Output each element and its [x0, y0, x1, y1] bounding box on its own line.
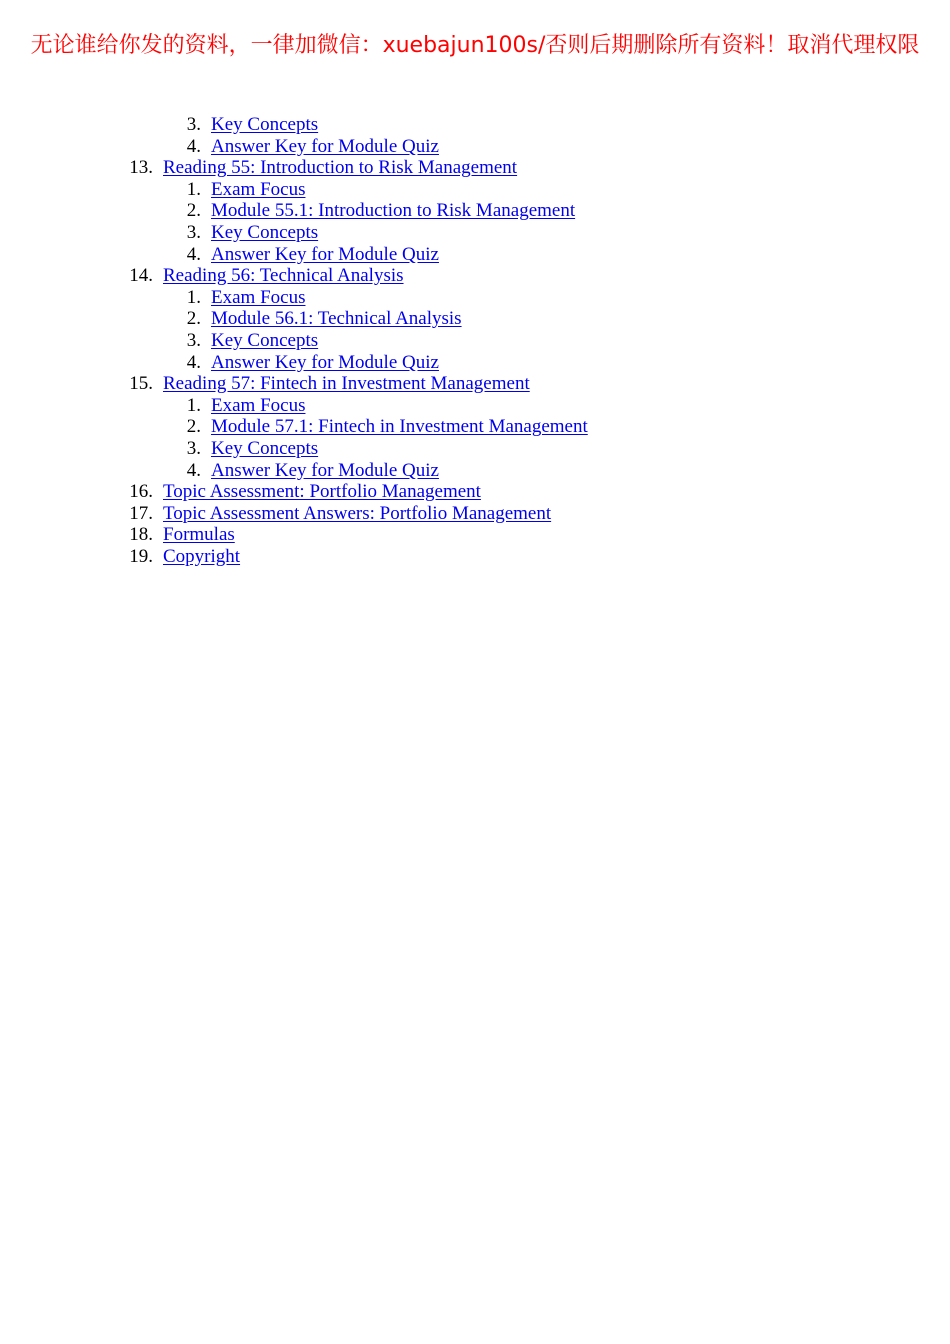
- toc-link-answer-key[interactable]: Answer Key for Module Quiz: [211, 351, 439, 373]
- toc-item: [0, 352, 950, 374]
- toc-item: [0, 265, 950, 287]
- toc-item-number: 14.: [129, 265, 153, 287]
- toc-item: [0, 373, 950, 395]
- toc-item: [0, 416, 950, 438]
- toc-item-number: 17.: [129, 502, 153, 524]
- toc-item-number: 3.: [186, 221, 201, 243]
- toc-item: [0, 308, 950, 330]
- toc-link-reading-55[interactable]: Reading 55: Introduction to Risk Management: [163, 157, 518, 179]
- toc-link-exam-focus[interactable]: Exam Focus: [211, 394, 306, 416]
- toc-link-key-concepts[interactable]: Key Concepts: [211, 329, 319, 351]
- toc-item: [0, 244, 950, 266]
- toc-link-reading-56[interactable]: Reading 56: Technical Analysis: [163, 265, 404, 287]
- toc-item: [0, 157, 950, 179]
- toc-link-answer-key[interactable]: Answer Key for Module Quiz: [211, 243, 439, 265]
- toc-item-number: 2.: [186, 200, 201, 222]
- toc-item-number: 4.: [186, 351, 201, 373]
- toc-link-reading-57[interactable]: Reading 57: Fintech in Investment Management: [163, 373, 530, 395]
- toc-item-number: 2.: [186, 416, 201, 438]
- toc-item-number: 1.: [186, 394, 201, 416]
- toc-item: [0, 481, 950, 503]
- toc-item-number: 1.: [186, 286, 201, 308]
- toc-link-topic-assessment[interactable]: Topic Assessment: Portfolio Management: [163, 481, 481, 503]
- toc-item-number: 4.: [186, 135, 201, 157]
- toc-link-module-57-1[interactable]: Module 57.1: Fintech in Investment Management: [211, 416, 588, 438]
- toc-link-copyright[interactable]: Copyright: [163, 545, 241, 567]
- toc-item: [0, 287, 950, 309]
- toc-item-number: 13.: [129, 157, 153, 179]
- toc-item-number: 2.: [186, 308, 201, 330]
- toc-link-exam-focus[interactable]: Exam Focus: [211, 178, 306, 200]
- toc-item-number: 15.: [129, 373, 153, 395]
- toc-item: [0, 200, 950, 222]
- toc-link-module-55-1[interactable]: Module 55.1: Introduction to Risk Management: [211, 200, 576, 222]
- toc-link-key-concepts[interactable]: Key Concepts: [211, 221, 319, 243]
- toc-item-number: 18.: [129, 524, 153, 546]
- toc-item-number: 4.: [186, 459, 201, 481]
- toc-link-exam-focus[interactable]: Exam Focus: [211, 286, 306, 308]
- toc-item: [0, 460, 950, 482]
- toc-link-key-concepts[interactable]: Key Concepts: [211, 437, 319, 459]
- toc-link-topic-assessment-answers[interactable]: Topic Assessment Answers: Portfolio Management: [163, 502, 552, 524]
- toc-item-number: 3.: [186, 437, 201, 459]
- toc-item: [0, 438, 950, 460]
- toc-link-answer-key[interactable]: Answer Key for Module Quiz: [211, 459, 439, 481]
- toc-link-answer-key[interactable]: Answer Key for Module Quiz: [211, 135, 439, 157]
- toc-item: [0, 503, 950, 525]
- toc-item: [0, 136, 950, 158]
- toc-item-number: 3.: [186, 114, 201, 135]
- toc-link-formulas[interactable]: Formulas: [163, 524, 235, 546]
- toc-item: [0, 524, 950, 546]
- toc-link-key-concepts[interactable]: Key Concepts: [211, 114, 319, 135]
- watermark-banner: 无论谁给你发的资料，一律加微信：xuebajun100s/否则后期删除所有资料！取消代理权限: [30, 33, 920, 58]
- toc-item-number: 4.: [186, 243, 201, 265]
- toc-item: [0, 546, 950, 568]
- toc-item: [0, 330, 950, 352]
- table-of-contents: [0, 114, 950, 567]
- toc-item: [0, 179, 950, 201]
- toc-item-number: 1.: [186, 178, 201, 200]
- toc-item: [0, 114, 950, 136]
- toc-link-module-56-1[interactable]: Module 56.1: Technical Analysis: [211, 308, 462, 330]
- toc-item-number: 19.: [129, 545, 153, 567]
- toc-item: [0, 222, 950, 244]
- toc-item-number: 16.: [129, 481, 153, 503]
- toc-item-number: 3.: [186, 329, 201, 351]
- toc-item: [0, 395, 950, 417]
